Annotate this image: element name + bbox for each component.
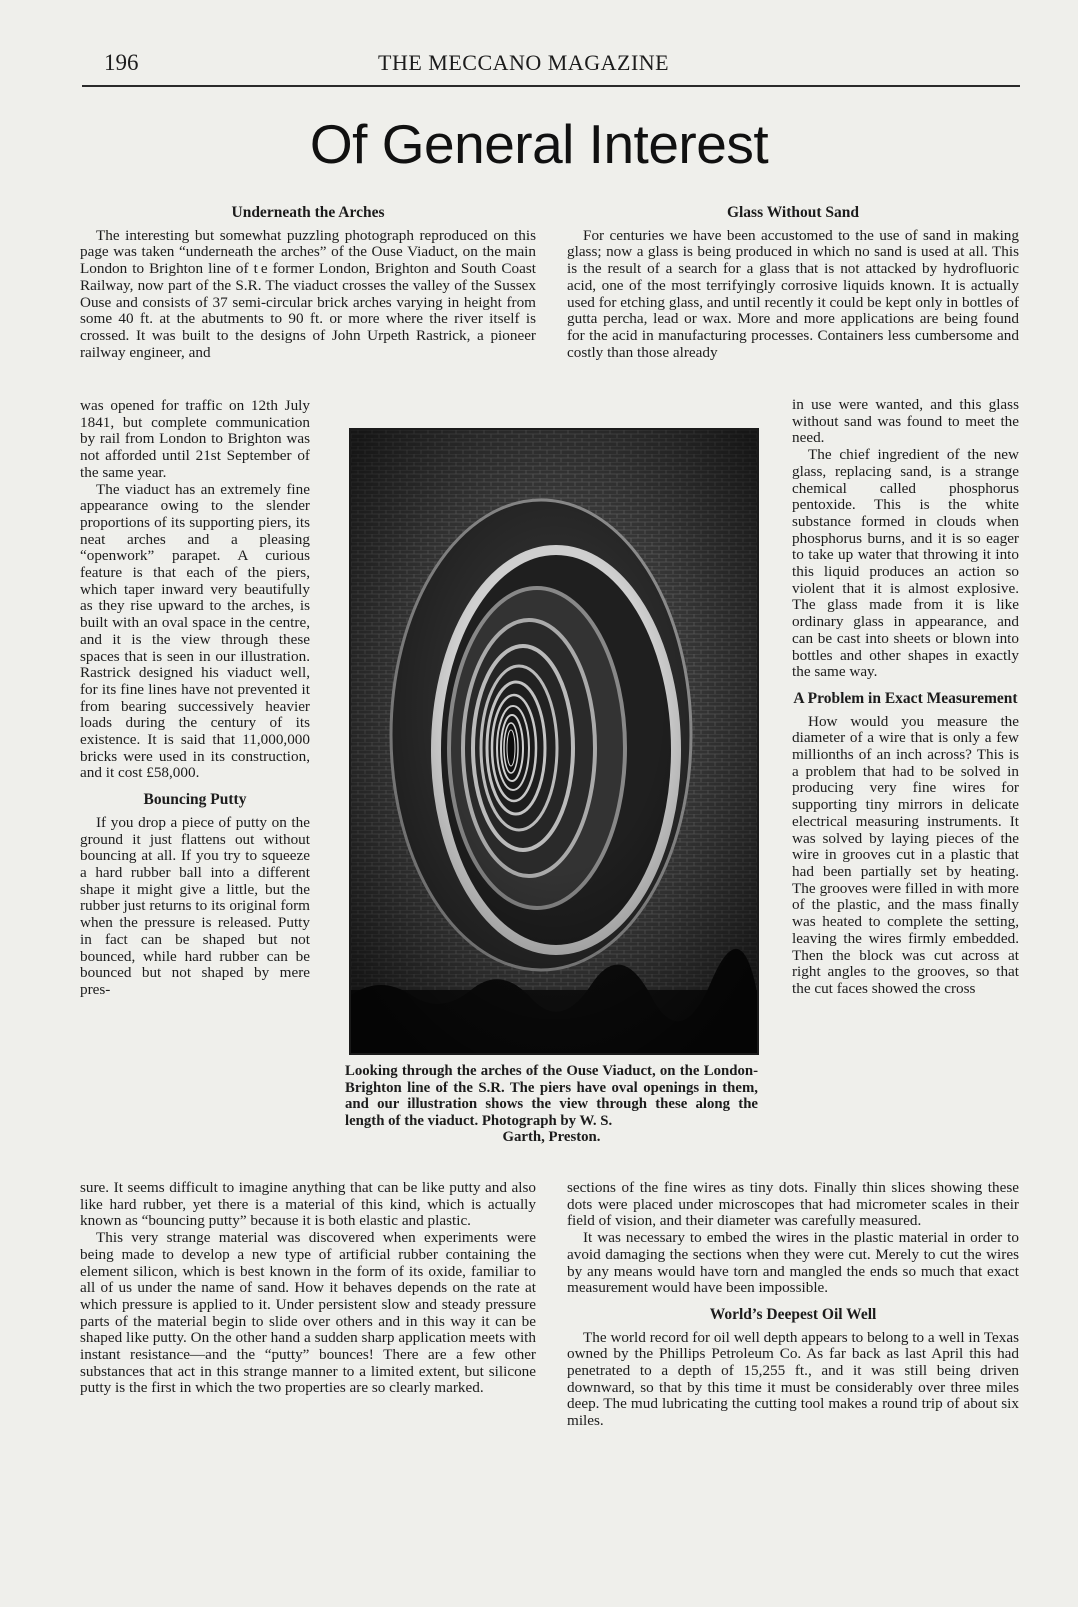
caption-credit: Garth, Preston. <box>502 1129 601 1146</box>
section-heading: Underneath the Arches <box>231 204 385 221</box>
paragraph: in use were wanted, and this glass without sand was found to meet the need. <box>792 396 1019 447</box>
section-heading: Glass Without Sand <box>726 204 860 221</box>
article-bouncing-putty-continued <box>80 1180 536 1397</box>
paragraph: This very strange material was discovered when experiments were being made to develop a new type of artificial rubber containing the element silicon, which is best known in the form of its oxide, familiar to all of us under the name of sand. How it behaves depends on the rate at which pressure is applied to it. Under persistent slow and steady pressure parts of the material begin to slide over others and in this way it can be shaped like putty. On the other hand a sudden sharp application meets with instant resistance—and the “putty” bounces! There are a few other substances that act in this strange manner to a limited extent, but silicone putty is the first in which the two properties are so clearly marked. <box>80 1229 536 1397</box>
paragraph: For centuries we have been accustomed to the use of sand in making glass; now a glass is being produced in which no sand is used at all. This is the result of a search for a glass that is not attacked by hydrofluoric acid, one of the most terrifyingly corrosive liquids known. It is actually used for etching glass, and until recently it could be kept only in bottles of gutta percha, lead or wax. More and more applications are being found for the acid in manufacturing processes. Containers less cumbersome and costly than those already <box>567 226 1019 361</box>
paragraph: was opened for traffic on 12th July 1841, but complete communication by rail from London to Brighton was not afforded until 21st September of the same year. <box>80 397 310 481</box>
paragraph: If you drop a piece of putty on the ground it just flattens out without bouncing at all. If you try to squeeze a hard rubber ball into a different shape it might give a little, but the rubber just returns to its original form when the pressure is released. Putty in fact can be shaped but not bounced, while hard rubber can be bounced but not shaped by mere pres- <box>80 813 310 998</box>
paragraph: It was necessary to embed the wires in the plastic material in order to avoid damaging the sections when they were cut. Merely to cut the wires by any means would have torn and mangled the ends so much that exact measurement would have been impossible. <box>567 1229 1019 1297</box>
viaduct-photograph <box>349 428 759 1055</box>
section-heading: World’s Deepest Oil Well <box>709 1305 877 1323</box>
paragraph: The viaduct has an extremely fine appearance owing to the slender proportions of its supporting piers, its neat arches and a pleasing “openwork” parapet. A curious feature is that each of the piers, which taper inward very beautifully as they rise upward to the arches, is built with an oval space in the centre, and it is the view through these spaces that is seen in our illustration. Rastrick designed his viaduct well, for its fine lines have not prevented it from bearing successively heavier loads during the century of its existence. It is said that 11,000,000 bricks were used in its construction, and it cost £58,000. <box>80 480 310 782</box>
paragraph: The chief ingredient of the new glass, replacing sand, is a strange chemical called phosphorus pentoxide. This is the white substance formed in clouds when phosphorus burns, and it is so eager to take up water that throwing it into this liquid produces an action so violent that it is almost explosive. The glass made from it is like ordinary glass in appearance, and can be cast into sheets or blown into bottles and other shapes in exactly the same way. <box>792 446 1019 681</box>
photo-caption <box>345 1063 758 1146</box>
header-rule <box>82 85 1020 87</box>
section-heading: A Problem in Exact Measurement <box>793 689 1018 707</box>
paragraph: The world record for oil well depth appears to belong to a well in Texas owned by the Phillips Petroleum Co. As far back as last April this had penetrated to a depth of 15,255 ft., and it was still being driven downward, so that by this time it must be considerably over three miles deep. The mud lubricating the cutting tool makes a round trip of about six miles. <box>567 1328 1019 1430</box>
right-narrow-column <box>792 397 1019 998</box>
left-narrow-column <box>80 398 310 999</box>
paragraph: sections of the fine wires as tiny dots. Finally thin slices showing these dots were placed under microscopes that had micrometer scales in their field of vision, and their diameter was carefully measured. <box>567 1179 1019 1230</box>
caption-text: Looking through the arches of the Ouse Viaduct, on the London-Brighton line of the S.R. The piers have oval openings in them, and our illustration shows the view through these along the length of the viaduct. Photograph by W. S. <box>345 1063 758 1129</box>
section-heading: Bouncing Putty <box>143 791 247 809</box>
article-glass-without-sand <box>567 205 1019 361</box>
magazine-title: THE MECCANO MAGAZINE <box>378 50 670 75</box>
page-title: Of General Interest <box>309 113 769 175</box>
paragraph: sure. It seems difficult to imagine anything that can be like putty and also like hard rubber, yet there is a material of this kind, which is actually known as “bouncing putty” because it is both elastic and plastic. <box>80 1179 536 1230</box>
article-underneath-arches <box>80 205 536 361</box>
paragraph: The interesting but somewhat puzzling photograph reproduced on this page was taken “underneath the arches” of the Ouse Viaduct, on the main London to Brighton line of t e former London, Brighton and South Coast Railway, now part of the S.R. The viaduct crosses the valley of the Sussex Ouse and consists of 37 semi-circular brick arches varying in height from some 40 ft. at the abutments to 90 ft. or more where the river itself is crossed. It was built to the designs of John Urpeth Rastrick, a pioneer railway engineer, and <box>80 226 536 361</box>
paragraph: How would you measure the diameter of a wire that is only a few millionths of an inch across? This is a problem that had to be solved in producing very fine wires for supporting tiny mirrors in delicate electrical measuring instruments. It was solved by laying pieces of the wire in grooves cut in a plastic that had been partially set by heating. The grooves were filled in with more of the plastic, and the mass finally was heated to complete the setting, leaving the wires firmly embedded. Then the block was cut across at right angles to the grooves, so that the cut faces showed the cross <box>792 712 1019 997</box>
article-exact-measurement-continued <box>567 1180 1019 1430</box>
running-header <box>0 50 1078 90</box>
page-number: 196 <box>104 50 139 75</box>
